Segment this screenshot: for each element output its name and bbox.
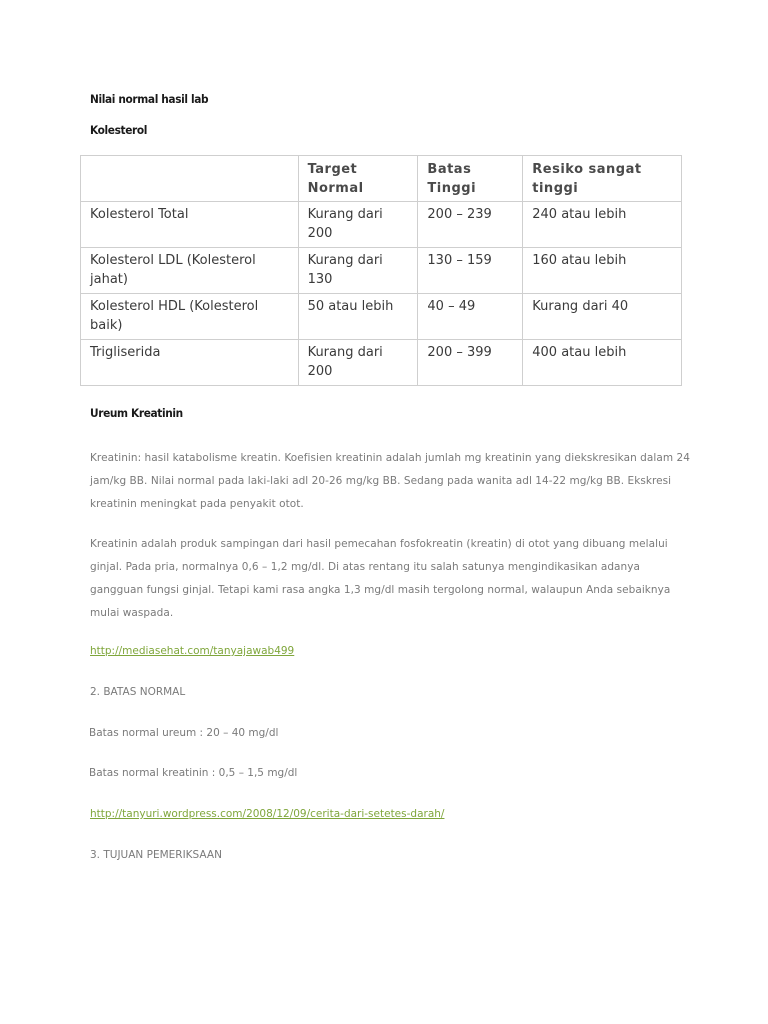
table-cell: 240 atau lebih [523, 202, 682, 248]
table-header-cell: Resiko sangat tinggi [523, 156, 682, 202]
table-cell: Kurang dari 40 [523, 294, 682, 340]
table-cell: Kurang dari 200 [298, 202, 418, 248]
table-header-cell: Target Normal [298, 156, 418, 202]
table-cell: Kolesterol LDL (Kolesterol jahat) [81, 248, 299, 294]
source-link-mediasehat[interactable]: http://mediasehat.com/tanyajawab499 [90, 645, 295, 657]
table-cell: 400 atau lebih [523, 340, 682, 386]
table-header-row [81, 156, 682, 202]
table-cell: Trigliserida [81, 340, 299, 386]
page-title: Nilai normal hasil lab [90, 92, 209, 106]
table-cell: Kurang dari 200 [298, 340, 418, 386]
table-header-cell: Batas Tinggi [418, 156, 523, 202]
table-cell: Kolesterol Total [81, 202, 299, 248]
batas-normal-kreatinin-text: Batas normal kreatinin : 0,5 – 1,5 mg/dl [89, 767, 298, 779]
section-heading-kolesterol: Kolesterol [90, 123, 148, 137]
table-cell: 50 atau lebih [298, 294, 418, 340]
table-cell: 130 – 159 [418, 248, 523, 294]
paragraph-kreatinin-explanation: Kreatinin adalah produk sampingan dari hasil pemecahan fosfokreatin (kreatin) di otot yang dibuang melalui ginjal. Pada pria, normalnya 0,6 – 1,2 mg/dl. Di atas rentang itu salah satunya mengindikasikan adanya gangguan fungsi ginjal. Tetapi kami rasa angka 1,3 mg/dl masih tergolong normal, walaupun Anda sebaiknya mulai waspada. [90, 538, 671, 619]
table-header-cell [81, 156, 299, 202]
cholesterol-table [80, 155, 682, 386]
table-row [81, 294, 682, 340]
table-cell: 200 – 399 [418, 340, 523, 386]
table-row [81, 202, 682, 248]
batas-normal-ureum-text: Batas normal ureum : 20 – 40 mg/dl [89, 727, 279, 739]
table-row [81, 248, 682, 294]
section-heading-ureum-kreatinin: Ureum Kreatinin [90, 406, 183, 420]
section-heading-batas-normal: 2. BATAS NORMAL [90, 686, 186, 698]
table-cell: Kurang dari 130 [298, 248, 418, 294]
section-heading-tujuan-pemeriksaan: 3. TUJUAN PEMERIKSAAN [90, 849, 222, 861]
paragraph-kreatinin-definition: Kreatinin: hasil katabolisme kreatin. Koefisien kreatinin adalah jumlah mg kreatinin yang diekskresikan dalam 24 jam/kg BB. Nilai normal pada laki-laki adl 20-26 mg/kg BB. Sedang pada wanita adl 14-22 mg/kg BB. Ekskresi kreatinin meningkat pada penyakit otot. [90, 452, 690, 510]
table-cell: 160 atau lebih [523, 248, 682, 294]
table-cell: 40 – 49 [418, 294, 523, 340]
table-row [81, 340, 682, 386]
table-cell: 200 – 239 [418, 202, 523, 248]
table-cell: Kolesterol HDL (Kolesterol baik) [81, 294, 299, 340]
source-link-tanyuri[interactable]: http://tanyuri.wordpress.com/2008/12/09/cerita-dari-setetes-darah/ [90, 808, 445, 820]
